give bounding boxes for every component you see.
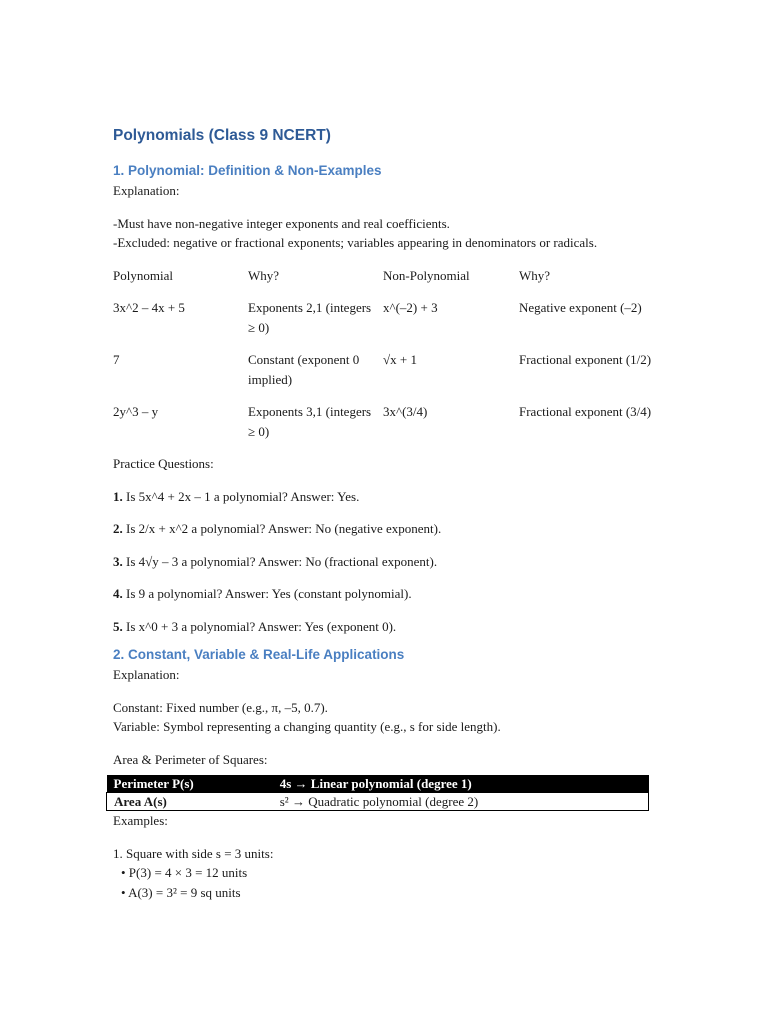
square-formula-table	[106, 775, 649, 811]
table-cell: Perimeter P(s)	[107, 775, 273, 793]
question-number: 5.	[113, 618, 123, 634]
table-cell: Exponents 2,1 (integers ≥ 0)	[248, 300, 372, 335]
table-cell: 7	[113, 352, 120, 367]
practice-question	[113, 617, 658, 637]
explanation-label: Explanation:	[113, 183, 180, 198]
polynomial-comparison-table	[113, 266, 658, 442]
table-row	[107, 793, 649, 811]
bullet-item: • A(3) = 3² = 9 sq units	[121, 884, 241, 900]
area-perimeter-label: Area & Perimeter of Squares:	[113, 751, 268, 767]
table-cell: 3x^(3/4)	[383, 404, 428, 419]
explanation-label: Explanation:	[113, 667, 180, 682]
practice-question	[113, 487, 658, 507]
question-number: 3.	[113, 553, 123, 569]
bullet-item: • P(3) = 4 × 3 = 12 units	[121, 865, 248, 880]
question-text: Is 4√y – 3 a polynomial? Answer: No (fractional exponent).	[122, 553, 438, 569]
definition-line-1: -Must have non-negative integer exponents and real coefficients.	[113, 215, 450, 231]
table-cell: Area A(s)	[107, 793, 273, 811]
question-text: Is 5x^4 + 2x – 1 a polynomial? Answer: Yes.	[122, 488, 360, 504]
table-row	[107, 775, 649, 793]
table-cell: s² → Quadratic polynomial (degree 2)	[273, 793, 649, 811]
table-cell: x^(–2) + 3	[383, 300, 438, 315]
table-cell: 2y^3 – y	[113, 404, 159, 419]
page-title: Polynomials (Class 9 NCERT)	[113, 127, 331, 144]
table-header: Polynomial	[113, 267, 173, 283]
practice-question	[113, 584, 658, 604]
question-text: Is x^0 + 3 a polynomial? Answer: Yes (exponent 0).	[122, 618, 397, 634]
definition-line-2: -Excluded: negative or fractional exponents; variables appearing in denominators or radicals.	[113, 235, 598, 250]
practice-label: Practice Questions:	[113, 456, 214, 471]
question-number: 4.	[113, 586, 123, 601]
constant-definition: Constant: Fixed number (e.g., π, –5, 0.7).	[113, 699, 328, 715]
examples-label: Examples:	[113, 813, 168, 828]
question-number: 1.	[113, 488, 123, 504]
section-1-heading: 1. Polynomial: Definition & Non-Examples	[113, 163, 382, 178]
example-1: 1. Square with side s = 3 units:	[113, 845, 274, 861]
document-page	[113, 124, 658, 902]
table-cell: Exponents 3,1 (integers ≥ 0)	[248, 404, 372, 439]
table-cell: Fractional exponent (1/2)	[519, 352, 652, 367]
table-cell: √x + 1	[383, 352, 417, 367]
question-number: 2.	[113, 521, 123, 536]
table-cell: Constant (exponent 0 implied)	[248, 352, 360, 387]
section-2-heading: 2. Constant, Variable & Real-Life Applications	[113, 647, 405, 662]
variable-definition: Variable: Symbol representing a changing quantity (e.g., s for side length).	[113, 719, 501, 734]
practice-question	[113, 519, 658, 539]
question-text: Is 9 a polynomial? Answer: Yes (constant polynomial).	[122, 586, 412, 601]
table-header: Why?	[519, 267, 551, 283]
practice-question	[113, 552, 658, 572]
table-cell: 3x^2 – 4x + 5	[113, 300, 185, 315]
question-text: Is 2/x + x^2 a polynomial? Answer: No (negative exponent).	[122, 521, 442, 536]
table-header: Non-Polynomial	[383, 267, 470, 283]
table-cell: Fractional exponent (3/4)	[519, 404, 652, 419]
table-cell: 4s → Linear polynomial (degree 1)	[273, 775, 649, 793]
table-cell: Negative exponent (–2)	[519, 300, 642, 315]
table-header: Why?	[248, 267, 280, 283]
